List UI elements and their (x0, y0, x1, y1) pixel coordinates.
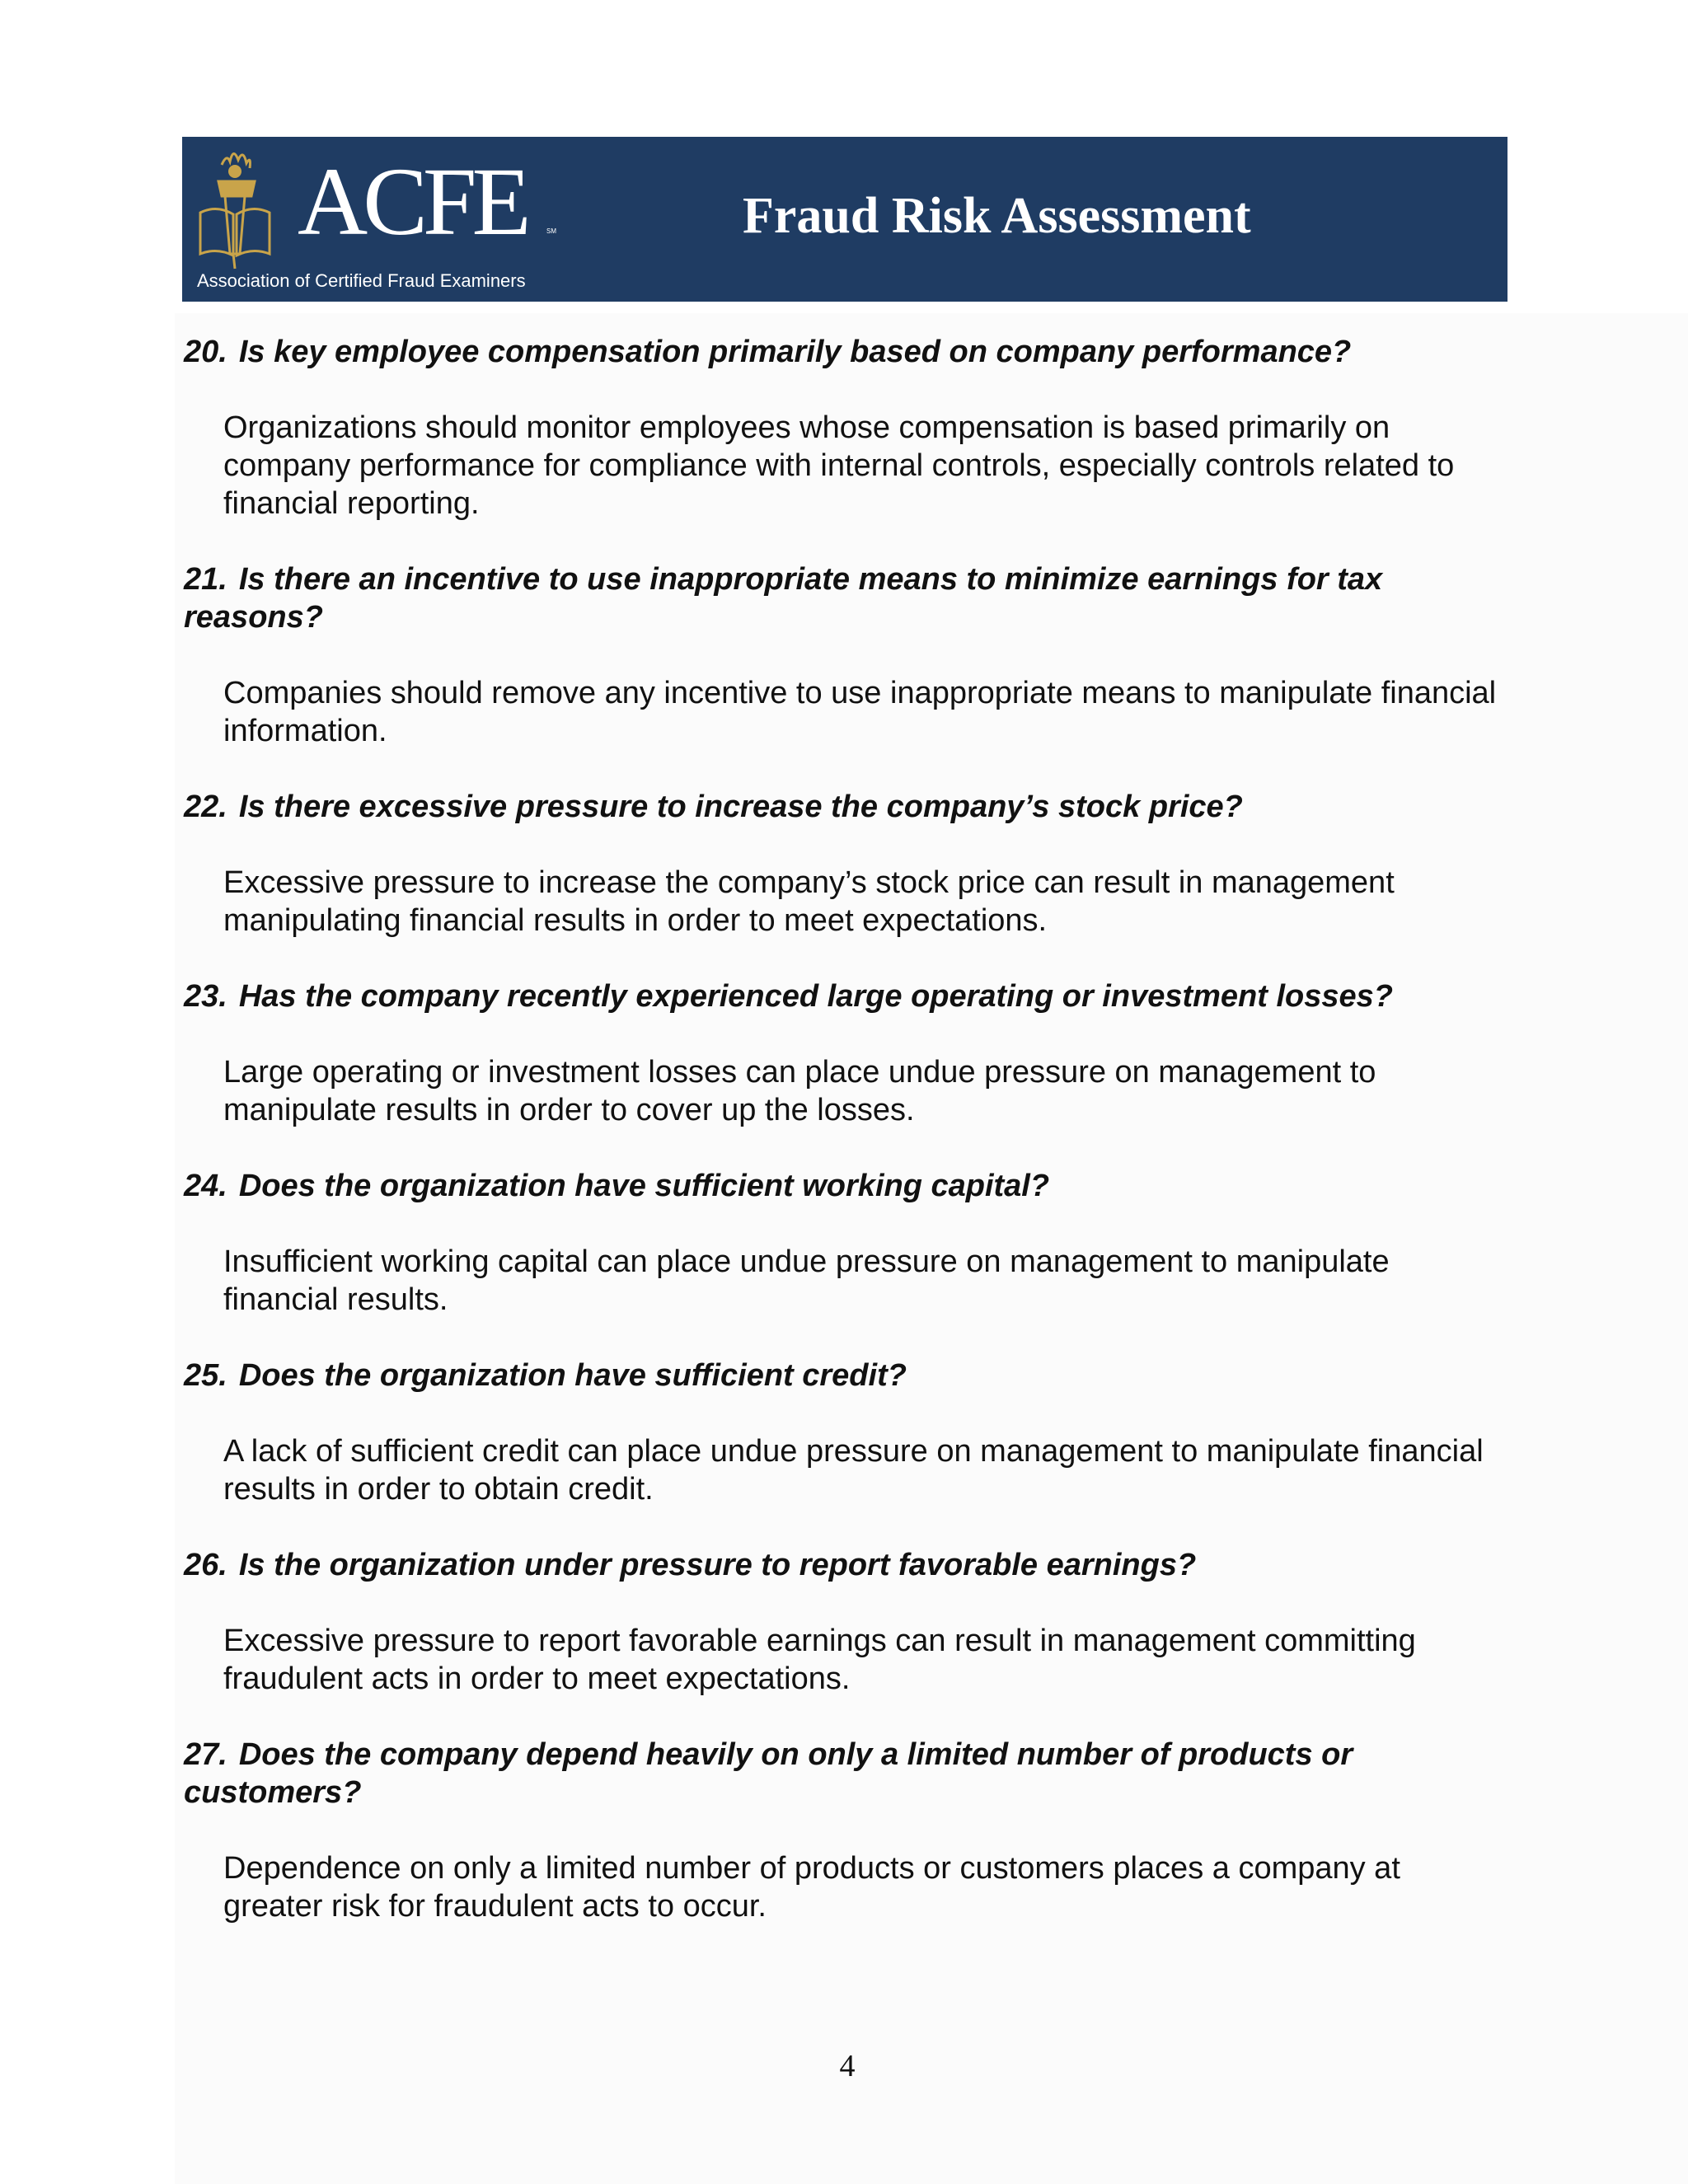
organization-name: Association of Certified Fraud Examiners (197, 270, 526, 291)
question-heading (184, 1546, 1503, 1584)
question-heading (184, 977, 1503, 1015)
question-number: 22. (184, 790, 227, 824)
question-heading (184, 333, 1503, 371)
question-item (184, 1736, 1503, 1925)
question-text: Is key employee compensation primarily based on company performance? (238, 335, 1352, 369)
question-text: Does the company depend heavily on only a limited number of products or customers? (184, 1737, 1353, 1810)
acfe-torch-book-icon (197, 142, 273, 275)
service-mark: SM (546, 227, 556, 235)
question-item (184, 1167, 1503, 1319)
answer-text: Large operating or investment losses can place undue pressure on management to manipulate results in order to cover up the losses. (223, 1055, 1376, 1127)
answer-text: Dependence on only a limited number of products or customers places a company at greater risk for fraudulent acts to occur. (223, 1851, 1400, 1924)
question-item (184, 1546, 1503, 1698)
question-text: Does the organization have sufficient working capital? (238, 1169, 1050, 1203)
question-heading (184, 1167, 1503, 1205)
answer-text: Companies should remove any incentive to use inappropriate means to manipulate financial information. (223, 676, 1497, 748)
question-item (184, 1357, 1503, 1508)
answer-text: Excessive pressure to report favorable earnings can result in management committing fraudulent acts in order to meet expectations. (223, 1624, 1416, 1696)
question-list (184, 333, 1503, 1963)
question-item (184, 788, 1503, 940)
question-item (184, 977, 1503, 1129)
document-title: Fraud Risk Assessment (743, 188, 1251, 244)
answer-text: Insufficient working capital can place undue pressure on management to manipulate financial results. (223, 1244, 1390, 1317)
question-number: 26. (184, 1548, 227, 1582)
question-heading (184, 788, 1503, 826)
question-text: Is there an incentive to use inappropriate means to minimize earnings for tax reasons? (184, 562, 1383, 635)
question-number: 27. (184, 1737, 227, 1772)
question-text: Is the organization under pressure to report favorable earnings? (238, 1548, 1197, 1582)
question-number: 25. (184, 1358, 227, 1393)
answer-text: Organizations should monitor employees whose compensation is based primarily on company performance for compliance with internal controls, especially controls related to financial reporting. (223, 410, 1455, 521)
header-banner (182, 137, 1507, 302)
page-number: 4 (839, 2049, 856, 2083)
question-heading (184, 1357, 1503, 1394)
question-number: 23. (184, 979, 227, 1014)
question-item (184, 333, 1503, 523)
question-number: 20. (184, 335, 227, 369)
question-text: Does the organization have sufficient credit? (238, 1358, 907, 1393)
question-number: 21. (184, 562, 227, 597)
answer-text: Excessive pressure to increase the company’s stock price can result in management manipulating financial results in order to meet expectations. (223, 865, 1395, 938)
acfe-logo-text: ACFE (298, 148, 527, 255)
question-number: 24. (184, 1169, 227, 1203)
question-heading (184, 1736, 1503, 1811)
question-text: Is there excessive pressure to increase the company’s stock price? (238, 790, 1243, 824)
answer-text: A lack of sufficient credit can place undue pressure on management to manipulate financial results in order to obtain credit. (223, 1434, 1484, 1507)
question-item (184, 560, 1503, 750)
question-text: Has the company recently experienced large operating or investment losses? (238, 979, 1393, 1014)
question-heading (184, 560, 1503, 636)
